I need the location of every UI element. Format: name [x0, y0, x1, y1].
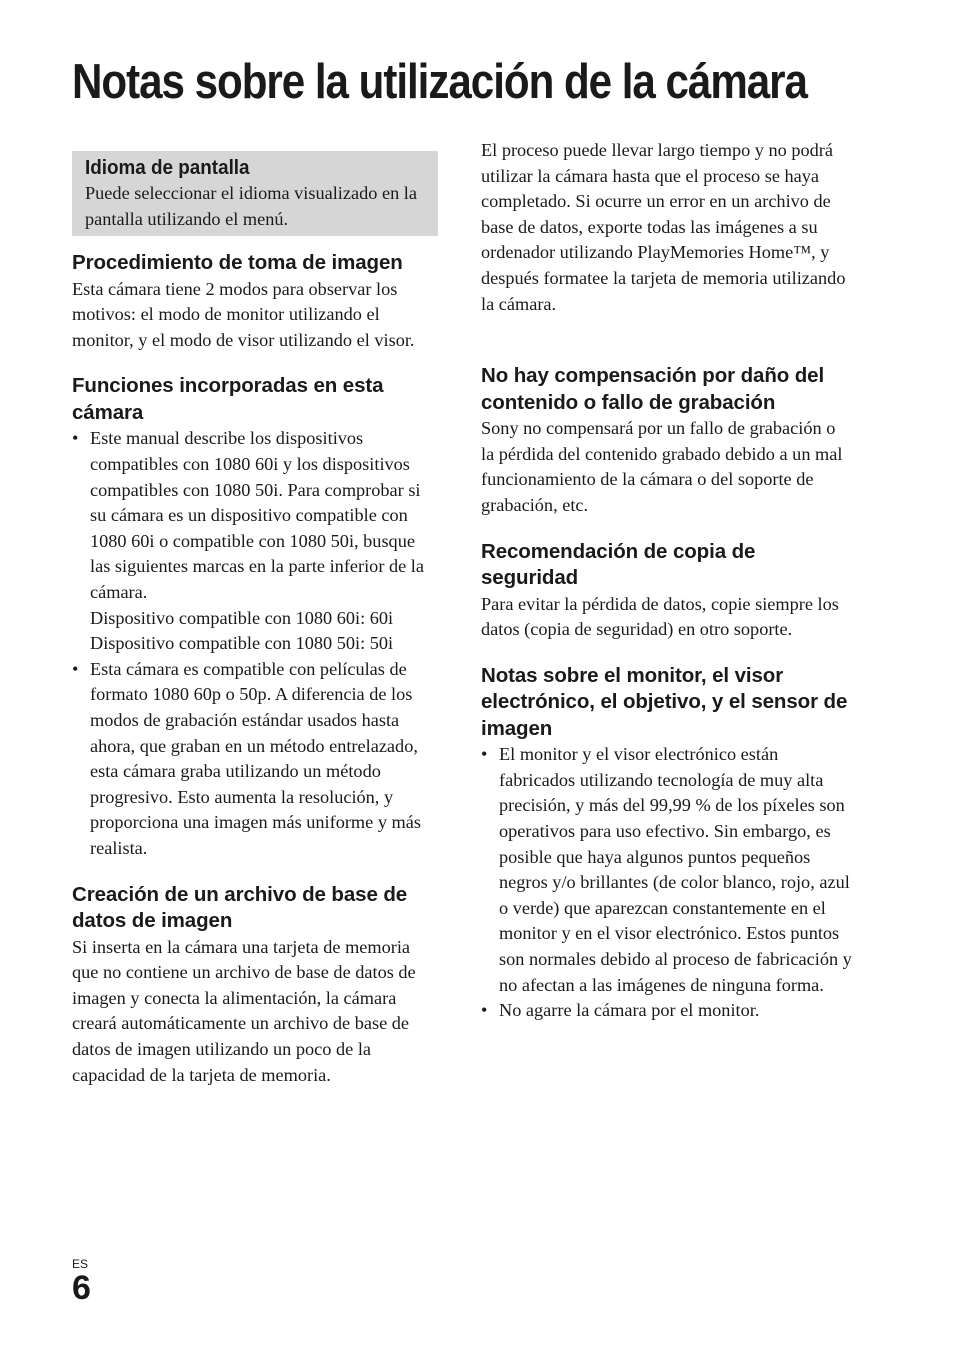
bullet-icon: • [481, 744, 488, 765]
list-item-text: El monitor y el visor electrónico están fabricados utilizando tecnología de muy alta precisión, y más del 99,99 % de los píxeles son operativos para uso efectivo. Sin embargo, es posible que haya algunos puntos pequeños negros y/o brillantes (de color blanco, rojo, azul o verde) que aparezcan constantemente en el monitor y en el visor electrónico. Estos puntos son normales debido al proceso de fabricación y no afectan a las imágenes de ninguna forma. [499, 744, 852, 995]
page-number: 6 [72, 1269, 91, 1307]
compat-mark-60i: Dispositivo compatible con 1080 60i: 60i [90, 607, 394, 628]
display-language-box [72, 151, 438, 236]
section-shooting-procedure [72, 250, 438, 353]
list-item [481, 998, 853, 1024]
section-text: Para evitar la pérdida de datos, copie siempre los datos (copia de seguridad) en otro soporte. [481, 593, 839, 640]
display-language-text: Puede seleccionar el idioma visualizado en la pantalla utilizando el menú. [85, 183, 417, 229]
section-text: Si inserta en la cámara una tarjeta de memoria que no contiene un archivo de base de datos de imagen y conecta la alimentación, la cámara creará automáticamente un archivo de base de datos de imagen utilizando un poco de la capacidad de la tarjeta de memoria. [72, 936, 416, 1085]
section-no-compensation [481, 363, 853, 518]
left-column [72, 138, 438, 1108]
section-heading: Procedimiento de toma de imagen [72, 251, 403, 275]
section-continuation [481, 138, 853, 317]
list-item-text: Este manual describe los dispositivos compatibles con 1080 60i y los dispositivos compatibles con 1080 50i. Para comprobar si su cámara es un dispositivo compatible con 1080 60i o compatible con 1080 50i, busque las siguientes marcas en la parte inferior de la cámara. [90, 428, 424, 603]
section-heading: Creación de un archivo de base de datos de imagen [72, 882, 408, 933]
compat-mark-50i: Dispositivo compatible con 1080 50i: 50i [90, 633, 394, 654]
bullet-icon: • [72, 658, 79, 679]
display-language-title: Idioma de pantalla [85, 156, 250, 179]
section-text: Esta cámara tiene 2 modos para observar los motivos: el modo de monitor utilizando el monitor, y el modo de visor utilizando el visor. [72, 278, 415, 350]
section-heading: Notas sobre el monitor, el visor electrónico, el objetivo, y el sensor de imagen [481, 663, 848, 740]
page-title: Notas sobre la utilización de la cámara [72, 55, 807, 109]
bullet-icon: • [481, 1000, 488, 1021]
section-text: El proceso puede llevar largo tiempo y no podrá utilizar la cámara hasta que el proceso se haya completado. Si ocurre un error en un archivo de base de datos, exporte todas las imágenes a su ordenador utilizando PlayMemories Home™, y después formatee la tarjeta de memoria utilizando la cámara. [481, 140, 846, 314]
section-monitor-notes [481, 663, 853, 1024]
section-built-in-functions [72, 373, 438, 861]
bullet-list [481, 742, 853, 1024]
right-column [481, 138, 853, 1044]
list-item [72, 426, 438, 656]
list-item [481, 742, 853, 998]
language-code: ES [72, 1257, 89, 1271]
section-heading: Funciones incorporadas en esta cámara [72, 374, 384, 424]
bullet-list [72, 426, 438, 861]
section-heading: Recomendación de copia de seguridad [481, 539, 756, 590]
section-heading: No hay compensación por daño del contenido o fallo de grabación [481, 364, 825, 414]
list-item-text: Esta cámara es compatible con películas de formato 1080 60p o 50p. A diferencia de los modos de grabación estándar usados hasta ahora, que graban en un método entrelazado, esta cámara graba utilizando un método progresivo. Esto aumenta la resolución, y proporciona una imagen más uniforme y más realista. [90, 658, 421, 858]
list-item [72, 657, 438, 862]
section-database-creation [72, 882, 438, 1089]
section-text: Sony no compensará por un fallo de grabación o la pérdida del contenido grabado debido a un mal funcionamiento de la cámara o del soporte de grabación, etc. [481, 418, 843, 515]
section-backup [481, 539, 853, 643]
bullet-icon: • [72, 428, 79, 449]
list-item-text: No agarre la cámara por el monitor. [499, 1000, 760, 1021]
